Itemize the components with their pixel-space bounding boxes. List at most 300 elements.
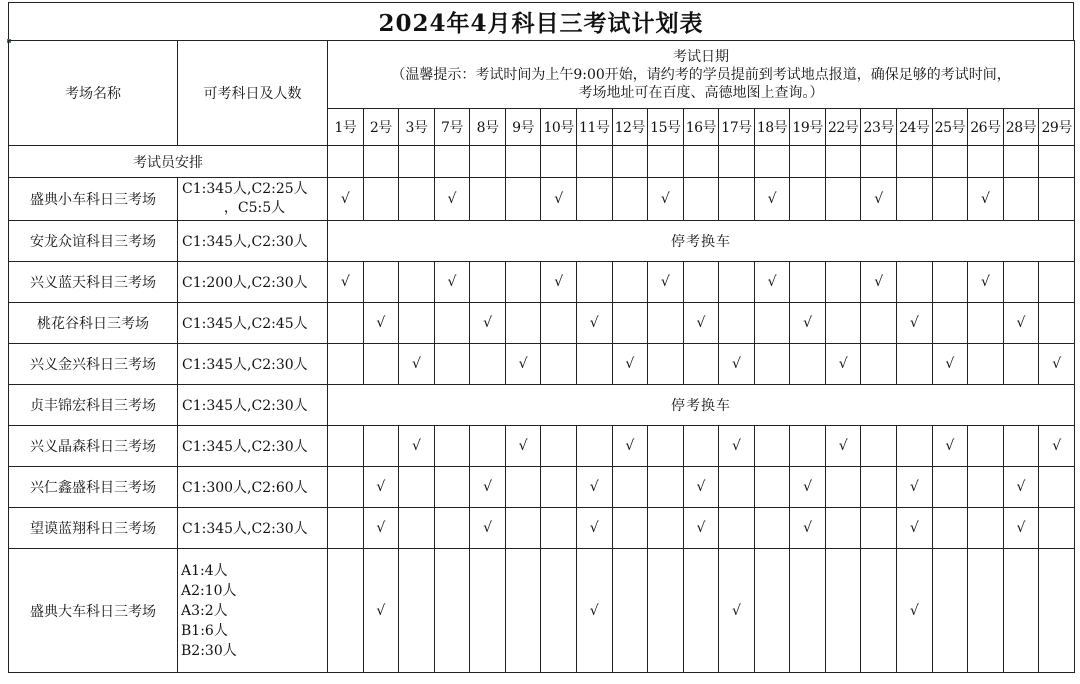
check-mark-icon: √ (376, 520, 386, 536)
examiner-cell (363, 146, 399, 178)
schedule-cell (861, 467, 897, 508)
schedule-cell (470, 549, 506, 673)
check-mark-icon: √ (589, 602, 599, 619)
schedule-cell (648, 549, 684, 673)
schedule-cell (790, 344, 826, 385)
schedule-cell (328, 344, 364, 385)
schedule-cell (541, 549, 577, 673)
schedule-cell (719, 508, 755, 549)
check-mark-icon: √ (874, 274, 884, 290)
schedule-cell (399, 426, 435, 467)
schedule-cell (790, 178, 826, 221)
schedule-cell (897, 426, 933, 467)
schedule-cell (968, 549, 1004, 673)
schedule-cell (648, 426, 684, 467)
day-header-14: 19号 (790, 109, 826, 146)
schedule-cell (1039, 467, 1075, 508)
schedule-cell (363, 508, 399, 549)
check-mark-icon: √ (696, 479, 706, 495)
hall-row (9, 221, 1075, 262)
check-mark-icon: √ (945, 356, 955, 372)
check-mark-icon: √ (340, 274, 350, 290)
schedule-cell (434, 262, 470, 303)
schedule-cell (1003, 426, 1039, 467)
schedule-cell (932, 344, 968, 385)
schedule-cell (861, 508, 897, 549)
hall-capacity-line: A3:2人 (181, 602, 228, 619)
schedule-cell (897, 178, 933, 221)
schedule-cell (897, 549, 933, 673)
hall-capacity-line: ，C5:5人 (223, 200, 286, 216)
examiner-cell (683, 146, 719, 178)
schedule-cell (683, 178, 719, 221)
schedule-cell (576, 508, 612, 549)
schedule-cell (825, 344, 861, 385)
schedule-cell (1003, 549, 1039, 673)
schedule-cell (399, 178, 435, 221)
examiner-cell (897, 146, 933, 178)
schedule-cell (612, 344, 648, 385)
schedule-cell (1003, 508, 1039, 549)
day-header-8: 11号 (576, 109, 612, 146)
schedule-cell (434, 508, 470, 549)
schedule-cell (861, 426, 897, 467)
schedule-cell (897, 508, 933, 549)
schedule-cell (932, 549, 968, 673)
schedule-cell (363, 262, 399, 303)
hall-name: 贞丰锦宏科目三考场 (9, 385, 178, 426)
schedule-cell (932, 262, 968, 303)
hall-capacity: C1:200人,C2:30人 (178, 262, 328, 303)
schedule-cell (576, 467, 612, 508)
schedule-cell (754, 178, 790, 221)
examiner-cell (541, 146, 577, 178)
schedule-cell (861, 344, 897, 385)
day-header-6: 9号 (505, 109, 541, 146)
schedule-cell (790, 303, 826, 344)
schedule-cell (790, 262, 826, 303)
hall-name: 安龙众谊科目三考场 (9, 221, 178, 262)
schedule-cell (1039, 178, 1075, 221)
check-mark-icon: √ (803, 520, 813, 536)
schedule-cell (434, 467, 470, 508)
schedule-cell (505, 303, 541, 344)
schedule-cell (861, 262, 897, 303)
header-tip-line2: 考场地址可在百度、高德地图上查询。） (578, 84, 824, 101)
schedule-cell (683, 426, 719, 467)
hall-capacity: C1:345人,C2:30人 (178, 344, 328, 385)
examiner-cell (470, 146, 506, 178)
schedule-cell (825, 508, 861, 549)
schedule-cell (328, 303, 364, 344)
schedule-cell (968, 508, 1004, 549)
schedule-cell (683, 303, 719, 344)
examiner-row-label: 考试员安排 (9, 146, 328, 178)
schedule-cell (541, 508, 577, 549)
check-mark-icon: √ (980, 191, 990, 207)
header-exam-date-label: 考试日期 (673, 48, 730, 65)
check-mark-icon: √ (1052, 356, 1062, 372)
schedule-cell (399, 262, 435, 303)
hall-capacity-line: A2:10人 (181, 582, 237, 599)
hall-row (9, 262, 1075, 303)
day-header-15: 22号 (825, 109, 861, 146)
check-mark-icon: √ (660, 274, 670, 290)
schedule-cell (719, 426, 755, 467)
check-mark-icon: √ (625, 356, 635, 372)
check-mark-icon: √ (447, 274, 457, 290)
schedule-cell (363, 344, 399, 385)
check-mark-icon: √ (1016, 479, 1026, 495)
schedule-cell (363, 303, 399, 344)
hall-name: 兴义金兴科日三考场 (9, 344, 178, 385)
examiner-cell (932, 146, 968, 178)
schedule-cell (719, 178, 755, 221)
schedule-cell (470, 262, 506, 303)
hall-name: 桃花谷科日三考场 (9, 303, 178, 344)
schedule-cell (968, 467, 1004, 508)
check-mark-icon: √ (625, 438, 635, 454)
schedule-cell (328, 549, 364, 673)
schedule-cell (648, 178, 684, 221)
check-mark-icon: √ (660, 191, 670, 207)
schedule-cell (754, 262, 790, 303)
hall-capacity: C1:345人,C2:30人 (178, 385, 328, 426)
schedule-cell (399, 467, 435, 508)
schedule-cell (363, 467, 399, 508)
check-mark-icon: √ (411, 356, 421, 372)
hall-capacity: C1:345人,C2:30人 (178, 508, 328, 549)
schedule-cell (328, 262, 364, 303)
hall-row (9, 178, 1075, 221)
examiner-cell (1003, 146, 1039, 178)
check-mark-icon: √ (1052, 438, 1062, 454)
schedule-cell (719, 467, 755, 508)
examiner-cell (399, 146, 435, 178)
schedule-cell (825, 178, 861, 221)
schedule-cell (932, 467, 968, 508)
schedule-cell (505, 344, 541, 385)
schedule-cell (576, 262, 612, 303)
check-mark-icon: √ (589, 479, 599, 495)
schedule-cell (683, 549, 719, 673)
schedule-cell (1039, 344, 1075, 385)
header-capacity: 可考科日及人数 (178, 41, 328, 146)
examiner-cell (648, 146, 684, 178)
schedule-cell (328, 508, 364, 549)
hall-name: 望谟蓝翔科日三考场 (9, 508, 178, 549)
schedule-cell (861, 549, 897, 673)
schedule-cell (1039, 303, 1075, 344)
check-mark-icon: √ (945, 438, 955, 454)
hall-row (9, 426, 1075, 467)
schedule-cell (612, 549, 648, 673)
schedule-cell (683, 508, 719, 549)
schedule-cell (861, 303, 897, 344)
check-mark-icon: √ (909, 315, 919, 331)
schedule-cell (576, 549, 612, 673)
schedule-cell (505, 262, 541, 303)
hall-capacity-line: C1:345人,C2:25人 (182, 181, 308, 197)
header-hall-name: 考场名称 (9, 41, 178, 146)
schedule-cell (1039, 426, 1075, 467)
schedule-cell (576, 344, 612, 385)
examiner-cell (612, 146, 648, 178)
day-header-18: 25号 (932, 109, 968, 146)
closed-notice: 停考换车 (328, 221, 1075, 262)
schedule-cell (1003, 303, 1039, 344)
schedule-cell (1003, 262, 1039, 303)
check-mark-icon: √ (518, 356, 528, 372)
schedule-cell (576, 426, 612, 467)
check-mark-icon: √ (909, 520, 919, 536)
hall-capacity-line: B1:6人 (181, 622, 228, 639)
hall-name: 盛典大车科日三考场 (9, 549, 178, 673)
check-mark-icon: √ (376, 479, 386, 495)
schedule-cell (968, 303, 1004, 344)
check-mark-icon: √ (838, 438, 848, 454)
day-header-21: 29号 (1039, 109, 1075, 146)
schedule-cell (790, 549, 826, 673)
schedule-cell (505, 467, 541, 508)
hall-capacity-line: B2:30人 (181, 642, 237, 659)
header-exam-date (328, 41, 1075, 109)
check-mark-icon: √ (909, 602, 919, 619)
schedule-cell (1039, 508, 1075, 549)
schedule-cell (470, 467, 506, 508)
schedule-cell (328, 467, 364, 508)
schedule-cell (648, 262, 684, 303)
schedule-cell (576, 178, 612, 221)
closed-notice: 停考换车 (328, 385, 1075, 426)
schedule-cell (612, 178, 648, 221)
schedule-cell (541, 467, 577, 508)
day-header-13: 18号 (754, 109, 790, 146)
schedule-cell (968, 344, 1004, 385)
schedule-cell (1003, 178, 1039, 221)
schedule-cell (932, 508, 968, 549)
check-mark-icon: √ (554, 191, 564, 207)
day-header-2: 2号 (363, 109, 399, 146)
examiner-cell (968, 146, 1004, 178)
examiner-cell (790, 146, 826, 178)
check-mark-icon: √ (1016, 315, 1026, 331)
hall-name: 兴仁鑫盛科目三考场 (9, 467, 178, 508)
schedule-cell (399, 344, 435, 385)
check-mark-icon: √ (767, 274, 777, 290)
check-mark-icon: √ (838, 356, 848, 372)
schedule-cell (470, 508, 506, 549)
check-mark-icon: √ (483, 520, 492, 536)
hall-name: 兴义晶森科日三考场 (9, 426, 178, 467)
check-mark-icon: √ (980, 274, 990, 290)
day-header-5: 8号 (470, 109, 506, 146)
hall-row (9, 508, 1075, 549)
schedule-cell (1003, 467, 1039, 508)
schedule-cell (825, 262, 861, 303)
check-mark-icon: √ (909, 479, 919, 495)
schedule-cell (825, 303, 861, 344)
check-mark-icon: √ (732, 438, 741, 454)
schedule-cell (541, 426, 577, 467)
schedule-cell (683, 344, 719, 385)
schedule-cell (612, 467, 648, 508)
sheet-title: 2024年4月科目三考试计划表 (8, 2, 1074, 40)
check-mark-icon: √ (732, 602, 741, 619)
schedule-cell (612, 426, 648, 467)
schedule-cell (825, 426, 861, 467)
check-mark-icon: √ (803, 315, 813, 331)
header-tip-line1: （温馨提示：考试时间为上午9:00开始，请约考的学员提前到考试地点报道，确保足够的考试时间， (391, 66, 1011, 83)
examiner-row (9, 146, 1075, 178)
schedule-cell (470, 178, 506, 221)
schedule-cell (328, 426, 364, 467)
check-mark-icon: √ (732, 356, 741, 372)
schedule-cell (897, 467, 933, 508)
check-mark-icon: √ (696, 520, 706, 536)
schedule-cell (1003, 344, 1039, 385)
check-mark-icon: √ (483, 479, 492, 495)
schedule-cell (648, 344, 684, 385)
schedule-cell (505, 426, 541, 467)
schedule-cell (434, 344, 470, 385)
check-mark-icon: √ (589, 315, 599, 331)
schedule-cell (719, 549, 755, 673)
day-header-9: 12号 (612, 109, 648, 146)
schedule-cell (932, 426, 968, 467)
day-header-7: 10号 (541, 109, 577, 146)
schedule-cell (434, 549, 470, 673)
hall-row (9, 385, 1075, 426)
schedule-cell (968, 262, 1004, 303)
schedule-cell (754, 426, 790, 467)
schedule-cell (790, 467, 826, 508)
examiner-cell (861, 146, 897, 178)
check-mark-icon: √ (411, 438, 421, 454)
examiner-cell (576, 146, 612, 178)
day-header-11: 16号 (683, 109, 719, 146)
schedule-cell (790, 508, 826, 549)
check-mark-icon: √ (589, 520, 599, 536)
hall-capacity: C1:300人,C2:60人 (178, 467, 328, 508)
check-mark-icon: √ (518, 438, 528, 454)
schedule-cell (861, 178, 897, 221)
schedule-cell (576, 303, 612, 344)
schedule-cell (719, 262, 755, 303)
schedule-cell (648, 508, 684, 549)
check-mark-icon: √ (696, 315, 706, 331)
schedule-cell (1039, 549, 1075, 673)
schedule-cell (719, 344, 755, 385)
schedule-cell (363, 549, 399, 673)
check-mark-icon: √ (483, 315, 492, 331)
schedule-cell (470, 303, 506, 344)
schedule-cell (399, 303, 435, 344)
check-mark-icon: √ (376, 602, 386, 619)
schedule-cell (897, 262, 933, 303)
schedule-cell (434, 426, 470, 467)
examiner-cell (719, 146, 755, 178)
schedule-cell (754, 549, 790, 673)
examiner-cell (434, 146, 470, 178)
schedule-cell (541, 178, 577, 221)
schedule-table (8, 40, 1075, 673)
schedule-cell (968, 178, 1004, 221)
schedule-cell (612, 303, 648, 344)
day-header-17: 24号 (897, 109, 933, 146)
day-header-16: 23号 (861, 109, 897, 146)
hall-capacity-line: A1:4人 (181, 562, 228, 579)
schedule-cell (541, 262, 577, 303)
schedule-cell (754, 467, 790, 508)
hall-row (9, 467, 1075, 508)
schedule-cell (968, 426, 1004, 467)
day-header-4: 7号 (434, 109, 470, 146)
schedule-body (9, 41, 1075, 673)
hall-name: 盛典小车科日三考场 (9, 178, 178, 221)
schedule-cell (648, 303, 684, 344)
schedule-cell (399, 508, 435, 549)
schedule-cell (719, 303, 755, 344)
check-mark-icon: √ (1016, 520, 1026, 536)
hall-capacity: C1:345人,C2:45人 (178, 303, 328, 344)
schedule-cell (612, 508, 648, 549)
hall-row (9, 303, 1075, 344)
day-header-10: 15号 (648, 109, 684, 146)
check-mark-icon: √ (447, 191, 457, 207)
schedule-cell (683, 262, 719, 303)
schedule-cell (363, 178, 399, 221)
hall-row (9, 344, 1075, 385)
schedule-cell (825, 549, 861, 673)
schedule-cell (932, 178, 968, 221)
schedule-cell (363, 426, 399, 467)
schedule-cell (897, 344, 933, 385)
schedule-cell (648, 467, 684, 508)
day-header-12: 17号 (719, 109, 755, 146)
schedule-cell (1039, 262, 1075, 303)
schedule-cell (470, 344, 506, 385)
examiner-cell (505, 146, 541, 178)
schedule-cell (328, 178, 364, 221)
examiner-cell (825, 146, 861, 178)
check-mark-icon: √ (803, 479, 813, 495)
day-header-3: 3号 (399, 109, 435, 146)
hall-row (9, 549, 1075, 673)
check-mark-icon: √ (376, 315, 386, 331)
check-mark-icon: √ (874, 191, 884, 207)
schedule-cell (505, 549, 541, 673)
examiner-cell (754, 146, 790, 178)
examiner-cell (328, 146, 364, 178)
schedule-cell (754, 344, 790, 385)
day-header-19: 26号 (968, 109, 1004, 146)
schedule-cell (505, 508, 541, 549)
schedule-cell (790, 426, 826, 467)
schedule-cell (434, 178, 470, 221)
hall-capacity: C1:345人,C2:30人 (178, 426, 328, 467)
schedule-cell (399, 549, 435, 673)
schedule-cell (541, 344, 577, 385)
schedule-cell (897, 303, 933, 344)
schedule-cell (541, 303, 577, 344)
hall-capacity: C1:345人,C2:30人 (178, 221, 328, 262)
day-header-1: 1号 (328, 109, 364, 146)
schedule-cell (683, 467, 719, 508)
header-row (9, 41, 1075, 109)
schedule-cell (434, 303, 470, 344)
schedule-cell (754, 508, 790, 549)
